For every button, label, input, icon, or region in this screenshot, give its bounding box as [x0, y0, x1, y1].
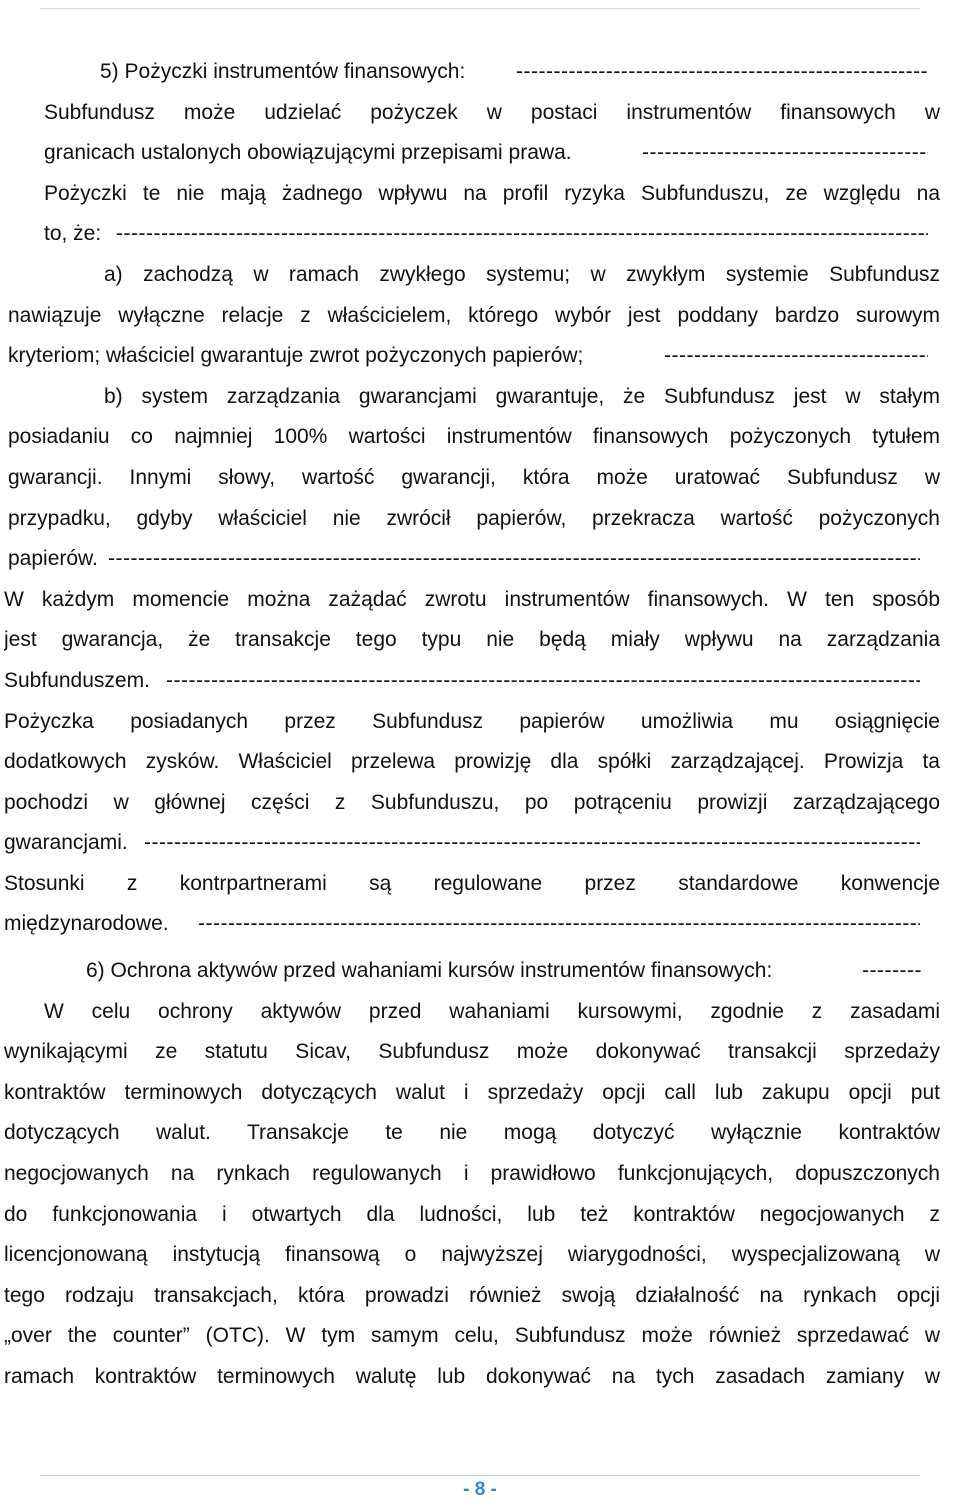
text-line-content: ramach kontraktów terminowych walutę lub dokonywać na tych zasadach zamiany w	[4, 1365, 940, 1388]
text-line	[0, 1032, 960, 1073]
text-line	[0, 864, 960, 905]
dash-leader	[516, 52, 928, 93]
text-line	[0, 1073, 960, 1114]
text-line-content: tego rodzaju transakcjach, która prowadzi również swoją działalność na rynkach opcji	[4, 1283, 940, 1307]
text-line	[0, 93, 960, 134]
text-line	[0, 1154, 960, 1195]
text-line	[0, 133, 960, 174]
text-line	[0, 417, 960, 458]
text-line	[0, 255, 960, 296]
dash-leader	[862, 951, 922, 992]
text-line	[0, 823, 960, 864]
text-line-content: kontraktów terminowych dotyczących walut i sprzedaży opcji call lub zakupu opcji put	[4, 1080, 940, 1104]
heading-fx-protection-text: 6) Ochrona aktywów przed wahaniami kursów instrumentów finansowych:	[86, 959, 773, 983]
text-line-content: papierów.	[8, 547, 98, 571]
document-page	[0, 52, 960, 1398]
text-line	[0, 1235, 960, 1276]
text-line-content: a) zachodzą w ramach zwykłego systemu; w zwykłym systemie Subfundusz	[104, 262, 940, 286]
heading-fx-protection	[0, 951, 960, 992]
text-line	[0, 336, 960, 377]
text-line	[0, 1357, 960, 1398]
text-line	[0, 1113, 960, 1154]
text-line	[0, 783, 960, 824]
text-line-content: do funkcjonowania i otwartych dla ludności, lub też kontraktów negocjowanych z	[4, 1202, 940, 1226]
text-line	[0, 539, 960, 580]
text-line-content: pochodzi w głównej części z Subfunduszu, po potrąceniu prowizji zarządzającego	[4, 790, 940, 814]
text-line-content: licencjonowaną instytucją finansową o najwyższej wiarygodności, wyspecjalizowaną w	[4, 1243, 940, 1267]
text-line	[0, 499, 960, 540]
heading-loans	[0, 52, 960, 93]
text-line-content: dotyczących walut. Transakcje te nie mogą dotyczyć wyłącznie kontraktów	[4, 1121, 940, 1145]
heading-loans-text: 5) Pożyczki instrumentów finansowych:	[100, 60, 466, 83]
dash-leader	[116, 214, 928, 255]
text-line-content: Pożyczki te nie mają żadnego wpływu na profil ryzyka Subfunduszu, ze względu na	[44, 181, 940, 205]
footer-rule	[40, 1475, 920, 1476]
text-line-content: granicach ustalonych obowiązującymi przepisami prawa.	[44, 141, 572, 165]
text-line-content: to, że:	[44, 222, 102, 246]
text-line	[0, 580, 960, 621]
text-line	[0, 174, 960, 215]
text-line-content: Subfundusz może udzielać pożyczek w postaci instrumentów finansowych w	[44, 100, 940, 124]
text-line	[0, 1195, 960, 1236]
text-line-content: negocjowanych na rynkach regulowanych i prawidłowo funkcjonujących, dopuszczonych	[4, 1162, 940, 1186]
text-line	[0, 702, 960, 743]
text-line-content: Stosunki z kontrpartnerami są regulowane przez standardowe konwencje	[4, 871, 940, 895]
text-line-content: posiadaniu co najmniej 100% wartości instrumentów finansowych pożyczonych tytułem	[8, 425, 940, 449]
text-line	[0, 992, 960, 1033]
text-line	[0, 661, 960, 702]
text-line	[0, 742, 960, 783]
dash-leader	[166, 661, 920, 702]
text-line-content: kryteriom; właściciel gwarantuje zwrot pożyczonych papierów;	[8, 344, 584, 368]
page-number: - 8 -	[463, 1479, 497, 1500]
text-line	[0, 458, 960, 499]
text-line-content: Subfunduszem.	[4, 668, 150, 692]
dash-leader	[108, 539, 920, 580]
text-line	[0, 1276, 960, 1317]
text-line-content: jest gwarancja, że transakcje tego typu nie będą miały wpływu na zarządzania	[4, 628, 940, 652]
text-line-content: „over the counter” (OTC). W tym samym celu, Subfundusz może również sprzedawać w	[4, 1324, 940, 1348]
dash-leader	[144, 823, 920, 864]
text-line-content: Pożyczka posiadanych przez Subfundusz papierów umożliwia mu osiągnięcie	[4, 709, 940, 733]
text-line	[0, 1316, 960, 1357]
dash-leader	[664, 336, 928, 377]
text-line-content: nawiązuje wyłączne relacje z właścicielem, którego wybór jest poddany bardzo surowym	[8, 303, 940, 327]
text-line-content: przypadku, gdyby właściciel nie zwrócił papierów, przekracza wartość pożyczonych	[8, 506, 940, 530]
text-line	[0, 214, 960, 255]
text-line-content: W celu ochrony aktywów przed wahaniami kursowymi, zgodnie z zasadami	[44, 999, 940, 1023]
text-line	[0, 620, 960, 661]
text-line-content: W każdym momencie można zażądać zwrotu instrumentów finansowych. W ten sposób	[4, 587, 940, 611]
text-line-content: gwarancjami.	[4, 831, 128, 855]
dash-leader	[198, 904, 920, 945]
text-line-content: b) system zarządzania gwarancjami gwarantuje, że Subfundusz jest w stałym	[104, 384, 940, 408]
text-line	[0, 904, 960, 945]
text-line-content: dodatkowych zysków. Właściciel przelewa prowizję dla spółki zarządzającej. Prowizja ta	[4, 750, 940, 774]
text-line-content: wynikającymi ze statutu Sicav, Subfundusz może dokonywać transakcji sprzedaży	[4, 1040, 940, 1064]
text-line-content: gwarancji. Innymi słowy, wartość gwarancji, która może uratować Subfundusz w	[8, 465, 940, 489]
text-line	[0, 296, 960, 337]
text-line-content: międzynarodowe.	[4, 912, 169, 936]
dash-leader	[642, 133, 928, 174]
header-rule	[40, 8, 920, 9]
text-line	[0, 377, 960, 418]
